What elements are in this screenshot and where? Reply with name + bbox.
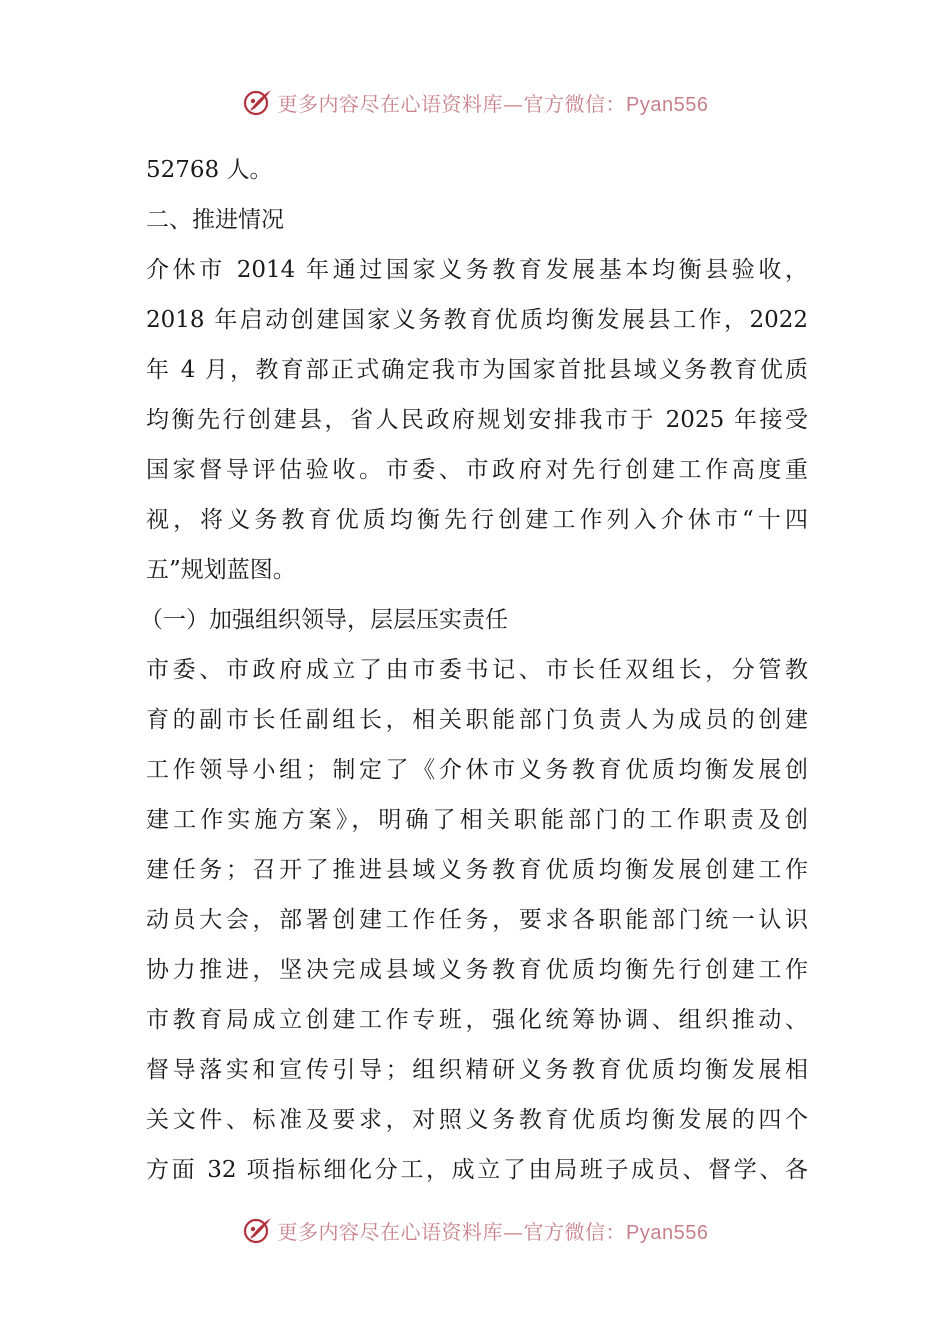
- text-line: 协力推进，坚决完成县域义务教育优质均衡先行创建工作: [146, 957, 808, 983]
- text-line: 育的副市长任副组长，相关职能部门负责人为成员的创建: [146, 707, 808, 733]
- header-wechat-id: Pyan556: [626, 93, 709, 116]
- text-line: 关文件、标准及要求，对照义务教育优质均衡发展的四个: [146, 1107, 808, 1133]
- text-line: 五”规划蓝图。: [146, 557, 296, 583]
- quill-logo-icon: [242, 1214, 274, 1246]
- footer-wechat-id: Pyan556: [626, 1221, 709, 1244]
- text-line: 均衡先行创建县，省人民政府规划安排我市于 2025 年接受: [146, 407, 808, 433]
- text-line: 工作领导小组；制定了《介休市义务教育优质均衡发展创: [146, 757, 808, 783]
- text-line: 市教育局成立创建工作专班，强化统筹协调、组织推动、: [146, 1007, 808, 1033]
- text-line: 方面 32 项指标细化分工，成立了由局班子成员、督学、各: [146, 1157, 808, 1183]
- text-line: 督导落实和宣传引导；组织精研义务教育优质均衡发展相: [146, 1057, 808, 1083]
- text-line: 市委、市政府成立了由市委书记、市长任双组长，分管教: [146, 657, 808, 683]
- text-line: 2018 年启动创建国家义务教育优质均衡发展县工作，2022: [146, 307, 808, 333]
- text-line: 建任务；召开了推进县域义务教育优质均衡发展创建工作: [146, 857, 808, 883]
- text-line: 介休市 2014 年通过国家义务教育发展基本均衡县验收，: [146, 257, 808, 283]
- text-line: 建工作实施方案》，明确了相关职能部门的工作职责及创: [146, 807, 808, 833]
- section-heading: 二、推进情况: [146, 207, 284, 233]
- text-line: 52768 人。: [146, 157, 273, 183]
- footer-banner-text: 更多内容尽在心语资料库—官方微信：Pyan556: [277, 1219, 709, 1244]
- text-line: 动员大会，部署创建工作任务，要求各职能部门统一认识: [146, 907, 808, 933]
- text-line: 视，将义务教育优质均衡先行创建工作列入介休市“十四: [146, 507, 808, 533]
- text-line: 年 4 月，教育部正式确定我市为国家首批县域义务教育优质: [146, 357, 808, 383]
- subsection-heading: （一）加强组织领导，层层压实责任: [140, 607, 508, 633]
- header-banner: [0, 82, 950, 122]
- document-body: [140, 145, 808, 1195]
- footer-banner: [0, 1210, 950, 1250]
- quill-logo-icon: [242, 86, 274, 118]
- header-banner-text: 更多内容尽在心语资料库—官方微信：Pyan556: [277, 91, 709, 116]
- text-line: 国家督导评估验收。市委、市政府对先行创建工作高度重: [146, 457, 808, 483]
